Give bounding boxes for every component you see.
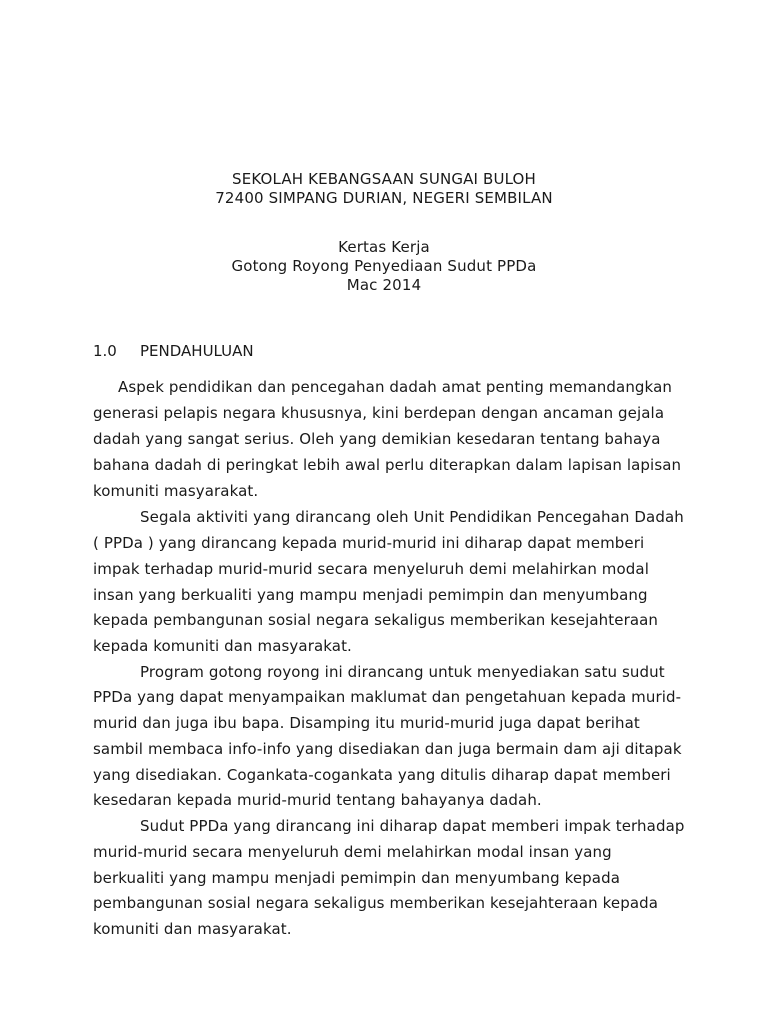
paragraph-line: sambil membaca info-info yang disediakan dan juga bermain dam aji ditapak bbox=[93, 740, 682, 758]
school-name: SEKOLAH KEBANGSAAN SUNGAI BULOH bbox=[232, 170, 536, 188]
section-heading bbox=[93, 341, 254, 361]
paragraph-line: generasi pelapis negara khususnya, kini berdepan dengan ancaman gejala bbox=[93, 404, 665, 422]
paper-title: Gotong Royong Penyediaan Sudut PPDa bbox=[231, 257, 537, 275]
section-number: 1.0 bbox=[93, 342, 117, 360]
paragraph-line: komuniti dan masyarakat. bbox=[93, 920, 292, 938]
paragraph-line: PPDa yang dapat menyampaikan maklumat dan pengetahuan kepada murid- bbox=[93, 688, 682, 706]
paragraph-line: Program gotong royong ini dirancang untuk menyediakan satu sudut bbox=[140, 663, 665, 681]
paper-header bbox=[0, 238, 768, 295]
paragraph-line: kepada komuniti dan masyarakat. bbox=[93, 637, 352, 655]
paragraph-line: kesedaran kepada murid-murid tentang bahayanya dadah. bbox=[93, 791, 542, 809]
paragraph-line: berkualiti yang mampu menjadi pemimpin dan menyumbang kepada bbox=[93, 869, 620, 887]
paper-date: Mac 2014 bbox=[346, 276, 422, 294]
section-title: PENDAHULUAN bbox=[140, 342, 254, 360]
paragraph-line: impak terhadap murid-murid secara menyeluruh demi melahirkan modal bbox=[93, 560, 649, 578]
school-header bbox=[0, 170, 768, 208]
paragraph-line: Sudut PPDa yang dirancang ini diharap dapat memberi impak terhadap bbox=[140, 817, 685, 835]
paragraph-line: kepada pembangunan sosial negara sekaligus memberikan kesejahteraan bbox=[93, 611, 659, 629]
paragraph-line: dadah yang sangat serius. Oleh yang demikian kesedaran tentang bahaya bbox=[93, 430, 661, 448]
paragraph-line: pembangunan sosial negara sekaligus memberikan kesejahteraan kepada bbox=[93, 894, 659, 912]
paper-type: Kertas Kerja bbox=[338, 238, 430, 256]
paragraph-line: yang disediakan. Cogankata-cogankata yang ditulis diharap dapat memberi bbox=[93, 766, 671, 784]
paragraph-line: ( PPDa ) yang dirancang kepada murid-murid ini diharap dapat memberi bbox=[93, 534, 645, 552]
paragraph-line: Aspek pendidikan dan pencegahan dadah amat penting memandangkan bbox=[118, 378, 672, 396]
paragraph-line: insan yang berkualiti yang mampu menjadi pemimpin dan menyumbang bbox=[93, 586, 648, 604]
school-address: 72400 SIMPANG DURIAN, NEGERI SEMBILAN bbox=[215, 189, 553, 207]
paragraph-line: Segala aktiviti yang dirancang oleh Unit Pendidikan Pencegahan Dadah bbox=[140, 508, 684, 526]
paragraph-line: murid-murid secara menyeluruh demi melahirkan modal insan yang bbox=[93, 843, 612, 861]
paragraph-line: komuniti masyarakat. bbox=[93, 482, 259, 500]
paragraph-line: murid dan juga ibu bapa. Disamping itu murid-murid juga dapat berihat bbox=[93, 714, 640, 732]
paragraph-line: bahana dadah di peringkat lebih awal perlu diterapkan dalam lapisan lapisan bbox=[93, 456, 682, 474]
